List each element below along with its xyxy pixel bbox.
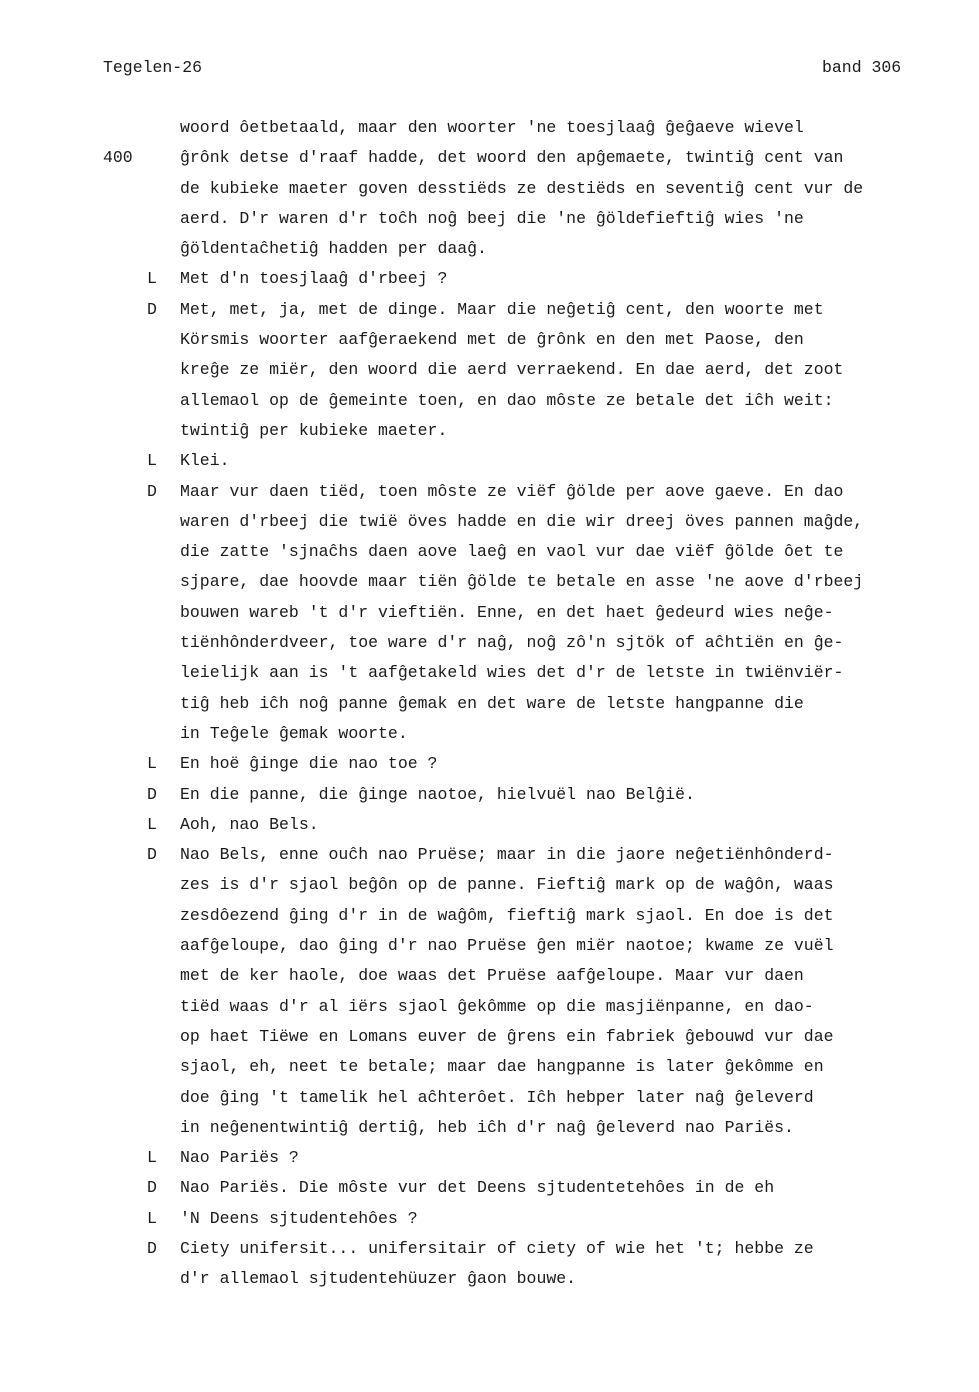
text-line: doe ĝing 't tamelik hel aĉhterôet. Iĉh hebper later naĝ ĝeleverd <box>180 1087 814 1107</box>
turn-text <box>180 1173 940 1203</box>
transcript-turn <box>0 810 979 840</box>
turn-text <box>180 477 940 750</box>
header-location: Tegelen-26 <box>103 58 203 77</box>
text-line: bouwen wareb 't d'r vieftiën. Enne, en det haet ĝedeurd wies neĝe- <box>180 602 834 622</box>
text-line: twintiĝ per kubieke maeter. <box>180 420 448 440</box>
text-line: die zatte 'sjnaĉhs daen aove laeĝ en vaol vur dae viëf ĝölde ôet te <box>180 542 844 562</box>
turn-text <box>180 780 940 810</box>
text-line: tiëd waas d'r al iërs sjaol ĝekômme op die masjiënpanne, en dao- <box>180 996 814 1016</box>
turn-text <box>180 749 940 779</box>
transcript-turn <box>0 295 979 446</box>
transcript-turn <box>0 1234 979 1295</box>
turn-text <box>180 840 940 1143</box>
text-line: zesdôezend ĝing d'r in de waĝôm, fieftiĝ mark sjaol. En doe is det <box>180 905 834 925</box>
text-line: in Teĝele ĝemak woorte. <box>180 723 408 743</box>
text-line: 'N Deens sjtudentehôes ? <box>180 1208 418 1228</box>
text-line: ĝrônk detse d'raaf hadde, det woord den apĝemaete, twintiĝ cent van <box>180 148 844 168</box>
text-line: Nao Pariës. Die môste vur det Deens sjtudentetehôes in de eh <box>180 1178 775 1198</box>
transcript-turn <box>0 749 979 779</box>
text-line: met de ker haole, doe waas det Pruëse aafĝeloupe. Maar vur daen <box>180 966 804 986</box>
transcript-turn <box>0 1173 979 1203</box>
speaker-marker: L <box>147 269 157 289</box>
transcript-body <box>0 113 979 1295</box>
speaker-marker: D <box>147 784 157 804</box>
speaker-marker: D <box>147 1238 157 1258</box>
text-line: Maar vur daen tiëd, toen môste ze viëf ĝölde per aove gaeve. En dao <box>180 481 844 501</box>
text-line: En hoë ĝinge die nao toe ? <box>180 754 438 774</box>
text-line: Nao Pariës ? <box>180 1148 299 1168</box>
text-line: op haet Tiëwe en Lomans euver de ĝrens ein fabriek ĝebouwd vur dae <box>180 1026 834 1046</box>
turn-text <box>180 1143 940 1173</box>
turn-text <box>180 264 940 294</box>
text-line: Klei. <box>180 451 230 471</box>
transcript-turn <box>0 264 979 294</box>
transcript-turn <box>0 780 979 810</box>
text-line: tiĝ heb iĉh noĝ panne ĝemak en det ware de letste hangpanne die <box>180 693 804 713</box>
text-line: tiënhônderdveer, toe ware d'r naĝ, noĝ zô'n sjtök of aĉhtiën en ĝe- <box>180 633 844 653</box>
transcript-turn <box>0 1143 979 1173</box>
text-line: allemaol op de ĝemeinte toen, en dao môste ze betale det iĉh weit: <box>180 390 834 410</box>
text-line: sjaol, eh, neet te betale; maar dae hangpanne is later ĝekômme en <box>180 1057 824 1077</box>
text-line: aerd. D'r waren d'r toĉh noĝ beej die 'ne ĝöldefieftiĝ wies 'ne <box>180 208 804 228</box>
transcript-turn <box>0 840 979 1143</box>
speaker-marker: D <box>147 845 157 865</box>
text-line: Nao Bels, enne ouĉh nao Pruëse; maar in die jaore neĝetiënhônderd- <box>180 845 834 865</box>
text-line: leielijk aan is 't aafĝetakeld wies det d'r de letste in twiënviër- <box>180 663 844 683</box>
text-line: Körsmis woorter aafĝeraekend met de ĝrônk en den met Paose, den <box>180 330 804 350</box>
line-number: 400 <box>103 148 133 168</box>
text-line: sjpare, dae hoovde maar tiën ĝölde te betale en asse 'ne aove d'rbeej <box>180 572 864 592</box>
transcript-turn <box>0 446 979 476</box>
speaker-marker <box>0 113 180 143</box>
turn-text <box>180 1204 940 1234</box>
speaker-marker: L <box>147 814 157 834</box>
turn-text <box>180 810 940 840</box>
text-line: Aoh, nao Bels. <box>180 814 319 834</box>
turn-text <box>180 1234 940 1295</box>
text-line: Met d'n toesjlaaĝ d'rbeej ? <box>180 269 448 289</box>
speaker-marker: D <box>147 299 157 319</box>
text-line: En die panne, die ĝinge naotoe, hielvuël nao Belĝië. <box>180 784 695 804</box>
text-line: zes is d'r sjaol beĝôn op de panne. Fieftiĝ mark op de waĝôn, waas <box>180 875 834 895</box>
transcript-turn <box>0 143 979 264</box>
text-line: ĝöldentaĉhetiĝ hadden per daaĝ. <box>180 239 487 259</box>
turn-text <box>180 113 940 143</box>
speaker-marker: D <box>147 1178 157 1198</box>
speaker-marker: D <box>147 481 157 501</box>
header-band-number: band 306 <box>822 58 902 77</box>
speaker-marker: L <box>147 754 157 774</box>
text-line: d'r allemaol sjtudentehüuzer ĝaon bouwe. <box>180 1269 577 1289</box>
text-line: in neĝenentwintiĝ dertiĝ, heb iĉh d'r naĝ ĝeleverd nao Pariës. <box>180 1117 794 1137</box>
turn-text <box>180 295 940 446</box>
text-line: aafĝeloupe, dao ĝing d'r nao Pruëse ĝen miër naotoe; kwame ze vuël <box>180 936 834 956</box>
turn-text <box>180 446 940 476</box>
text-line: Ciety unifersit... unifersitair of ciety of wie het 't; hebbe ze <box>180 1238 814 1258</box>
text-line: waren d'rbeej die twië öves hadde en die wir dreej öves pannen maĝde, <box>180 511 864 531</box>
turn-text <box>180 143 940 264</box>
transcript-turn <box>0 1204 979 1234</box>
text-line: kreĝe ze miër, den woord die aerd verraekend. En dae aerd, det zoot <box>180 360 844 380</box>
speaker-marker: L <box>147 1208 157 1228</box>
transcript-turn <box>0 113 979 143</box>
speaker-marker: L <box>147 451 157 471</box>
text-line: woord ôetbetaald, maar den woorter 'ne toesjlaaĝ ĝeĝaeve wievel <box>180 118 804 137</box>
text-line: Met, met, ja, met de dinge. Maar die neĝetiĝ cent, den woorte met <box>180 299 824 319</box>
speaker-marker: L <box>147 1148 157 1168</box>
text-line: de kubieke maeter goven desstiëds ze destiëds en seventiĝ cent vur de <box>180 178 864 198</box>
transcript-turn <box>0 477 979 750</box>
